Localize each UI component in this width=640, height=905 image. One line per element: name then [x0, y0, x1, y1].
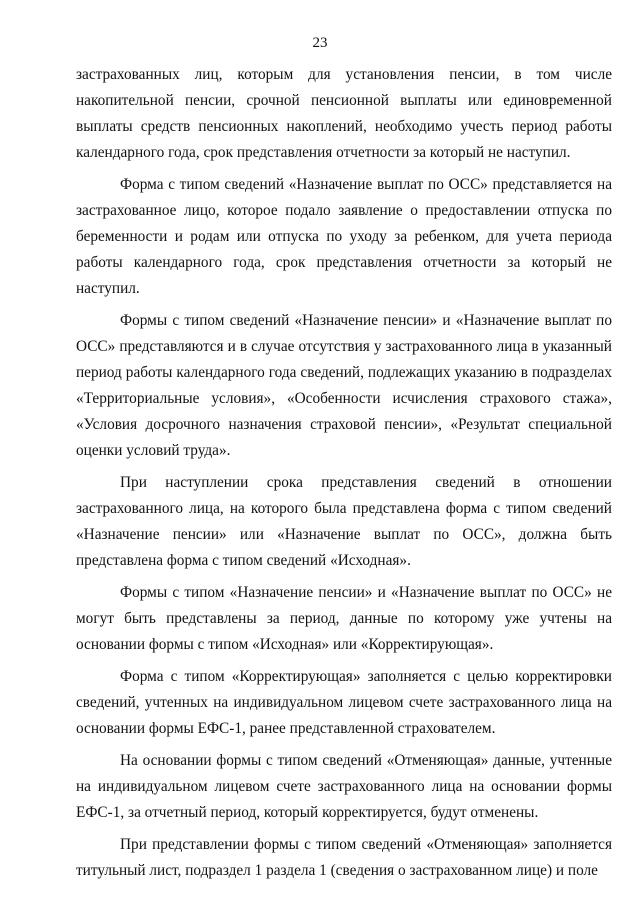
paragraph: застрахованных лиц, которым для установления пенсии, в том числе накопительной пенсии, срочной пенсионной выплаты или единовременной выплаты средств пенсионных накоплений, необходимо учесть период работы календарного года, срок представления отчетности за который не наступил. [76, 66, 612, 161]
paragraph: При представлении формы с типом сведений «Отменяющая» заполняется титульный лист, подраздел 1 раздела 1 (сведения о застрахованном лице) и поле [76, 836, 612, 879]
paragraph: При наступлении срока представления сведений в отношении застрахованного лица, на которого была представлена форма с типом сведений «Назначение пенсии» или «Назначение выплат по ОСС», должна быть представлена форма с типом сведений «Исходная». [76, 474, 612, 569]
paragraph: Форма с типом сведений «Назначение выплат по ОСС» представляется на застрахованное лицо, которое подало заявление о предоставлении отпуска по беременности и родам или отпуска по уходу за ребенком, для учета периода работы календарного года, срок представления отчетности за который не наступил. [76, 176, 612, 297]
paragraph: Формы с типом «Назначение пенсии» и «Назначение выплат по ОСС» не могут быть представлены за период, данные по которому уже учтены на основании формы с типом «Исходная» или «Корректирующая». [76, 584, 612, 653]
page-number: 23 [312, 35, 328, 51]
paragraph: Форма с типом «Корректирующая» заполняется с целью корректировки сведений, учтенных на индивидуальном лицевом счете застрахованного лица на основании формы ЕФС-1, ранее представленной страхователем. [76, 668, 612, 737]
paragraph: На основании формы с типом сведений «Отменяющая» данные, учтенные на индивидуальном лицевом счете застрахованного лица на основании формы ЕФС-1, за отчетный период, который корректируется, будут отменены. [76, 752, 612, 821]
paragraph: Формы с типом сведений «Назначение пенсии» и «Назначение выплат по ОСС» представляются и в случае отсутствия у застрахованного лица в указанный период работы календарного года сведений, подлежащих указанию в подразделах «Территориальные условия», «Особенности исчисления страхового стажа», «Условия досрочного назначения страховой пенсии», «Результат специальной оценки условий труда». [76, 312, 612, 459]
document-body [76, 62, 612, 884]
